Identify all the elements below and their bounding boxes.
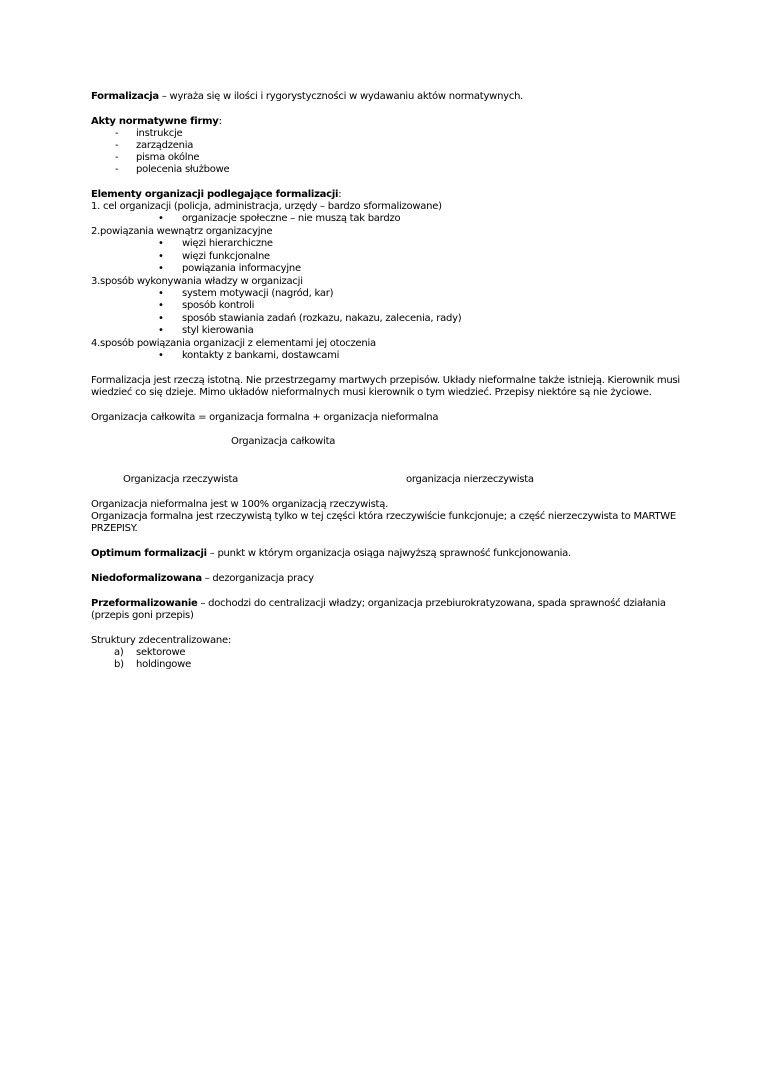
list-item: kontakty z bankami, dostawcami [182,350,340,361]
round-bullet: • [158,251,164,262]
diagram-top-label: Organizacja całkowita [231,436,336,447]
term-niedoformalizowana: Niedoformalizowana [91,573,202,584]
list-item: styl kierowania [182,325,254,336]
diagram-right-label: organizacja nierzeczywista [406,474,534,485]
round-bullet: • [158,313,164,324]
paragraph-line: wiedzieć co się dzieje. Mimo układów nieformalnych musi kierownik o tym wiedzieć. Przepisy niektóre są nie życiowe. [91,387,652,398]
term-formalizacja: Formalizacja [91,91,159,102]
paragraph-line: PRZEPISY. [91,523,138,534]
elementy-point-1: 1. cel organizacji (policja, administracja, urzędy – bardzo sformalizowane) [91,201,442,212]
dash-bullet: - [115,140,119,151]
paragraph-line: Organizacja nieformalna jest w 100% organizacją rzeczywistą. [91,499,389,510]
list-item: pisma okólne [136,152,200,163]
formalizacja-definition [91,91,523,103]
round-bullet: • [158,213,164,224]
paragraph-line: (przepis goni przepis) [91,610,194,621]
term-przeformalizowanie: Przeformalizowanie [91,598,198,609]
przeformalizowanie-definition: Przeformalizowanie – dochodzi do centralizacji władzy; organizacja przebiurokratyzowana, spada sprawność działania [91,598,666,609]
list-item: holdingowe [136,659,191,670]
round-bullet: • [158,300,164,311]
niedoformalizowana-definition: Niedoformalizowana – dezorganizacja pracy [91,573,314,584]
dash-bullet: - [115,164,119,175]
round-bullet: • [158,350,164,361]
diagram-left-label: Organizacja rzeczywista [123,474,239,485]
elementy-heading: Elementy organizacji podlegające formalizacji: [91,189,342,200]
list-item: powiązania informacyjne [182,263,301,274]
round-bullet: • [158,288,164,299]
optimum-definition: Optimum formalizacji – punkt w którym organizacja osiąga najwyższą sprawność funkcjonowania. [91,548,571,559]
equation-line: Organizacja całkowita = organizacja formalna + organizacja nieformalna [91,412,439,423]
term-optimum: Optimum formalizacji [91,548,207,559]
list-item: organizacje społeczne – nie muszą tak bardzo [182,213,401,224]
paragraph-line: Formalizacja jest rzeczą istotną. Nie przestrzegamy martwych przepisów. Układy nieformalne także istnieją. Kierownik musi [91,375,680,386]
elementy-point-4: 4.sposób powiązania organizacji z elementami jej otoczenia [91,338,376,349]
list-item: sposób stawiania zadań (rozkazu, nakazu, zalecenia, rady) [182,313,462,324]
list-item: instrukcje [136,128,183,139]
list-item: więzi funkcjonalne [182,251,270,262]
list-item: więzi hierarchiczne [182,238,273,249]
dash-bullet: - [115,152,119,163]
formalizacja-text: – wyraża się w ilości i rygorystyczności w wydawaniu aktów normatywnych. [158,91,524,102]
list-item: sektorowe [136,647,186,658]
elementy-point-2: 2.powiązania wewnątrz organizacyjne [91,226,273,237]
list-marker: b) [114,659,124,670]
list-marker: a) [114,647,124,658]
round-bullet: • [158,263,164,274]
paragraph-line: Organizacja formalna jest rzeczywistą tylko w tej części która rzeczywiście funkcjonuje; a część nierzeczywista to MARTWE [91,511,676,522]
dash-bullet: - [115,128,119,139]
akty-heading: Akty normatywne firmy: [91,116,222,127]
list-item: system motywacji (nagród, kar) [182,288,334,299]
elementy-point-3: 3.sposób wykonywania władzy w organizacji [91,276,303,287]
list-item: zarządzenia [136,140,194,151]
round-bullet: • [158,325,164,336]
struktury-heading: Struktury zdecentralizowane: [91,635,231,646]
list-item: sposób kontroli [182,300,255,311]
round-bullet: • [158,238,164,249]
list-item: polecenia służbowe [136,164,230,175]
